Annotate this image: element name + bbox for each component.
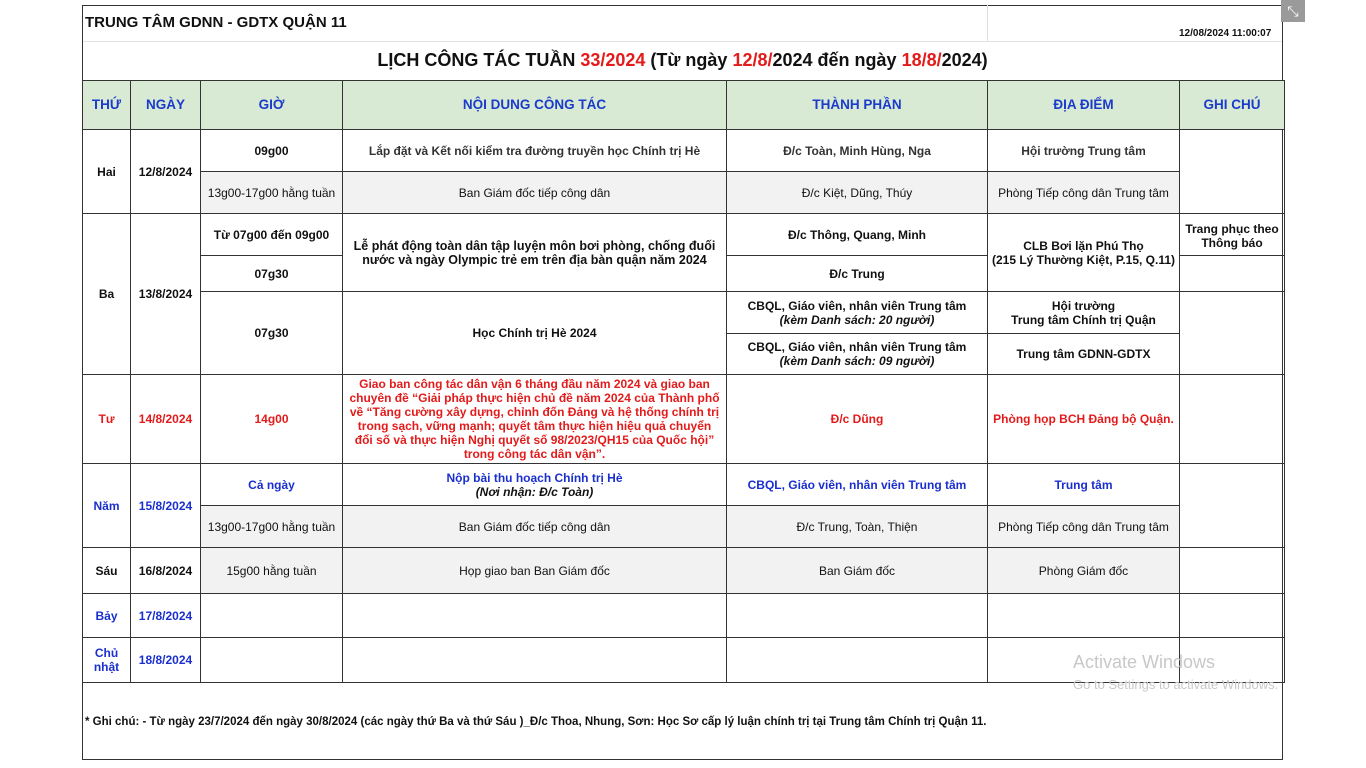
table-row	[83, 172, 1285, 214]
note-cell: Trang phục theo Thông báo	[1180, 214, 1285, 256]
footnote: * Ghi chú: - Từ ngày 23/7/2024 đến ngày 30/8/2024 (các ngày thứ Ba và thứ Sáu )_Đ/c Thoa, Nhung, Sơn: Học Sơ cấp lý luận chính trị tại Trung tâm Chính trị Quận 11.	[85, 716, 987, 728]
table-row	[83, 594, 1285, 638]
page-title	[82, 50, 1283, 71]
members-cell: Đ/c Trung, Toàn, Thiện	[727, 506, 988, 548]
content-line: Nộp bài thu hoạch Chính trị Hè	[446, 470, 623, 485]
place-cell	[988, 214, 1180, 292]
date-cell: 18/8/2024	[131, 638, 201, 683]
members-cell: Đ/c Thông, Quang, Minh	[727, 214, 988, 256]
table-row	[83, 506, 1285, 548]
schedule-table	[82, 80, 1285, 683]
day-cell: Chủ nhật	[83, 638, 131, 683]
members-cell: Ban Giám đốc	[727, 548, 988, 594]
date-cell: 15/8/2024	[131, 464, 201, 548]
place-cell	[988, 594, 1180, 638]
content-cell	[343, 638, 727, 683]
time-cell: 13g00-17g00 hằng tuần	[201, 172, 343, 214]
col-header-members: THÀNH PHẦN	[727, 81, 988, 130]
table-header-row	[83, 81, 1285, 130]
place-cell: Phòng Giám đốc	[988, 548, 1180, 594]
organization-name: TRUNG TÂM GDNN - GDTX QUẬN 11	[85, 14, 347, 31]
time-cell	[201, 594, 343, 638]
activation-watermark-title: Activate Windows	[1073, 652, 1216, 672]
time-cell: 07g30	[201, 292, 343, 375]
members-cell: Đ/c Dũng	[727, 375, 988, 464]
title-end-date: 18/8/	[901, 50, 942, 70]
members-cell: Đ/c Toàn, Minh Hùng, Nga	[727, 130, 988, 172]
content-cell: Lắp đặt và Kết nối kiểm tra đường truyền học Chính trị Hè	[343, 130, 727, 172]
content-cell: Ban Giám đốc tiếp công dân	[343, 506, 727, 548]
place-cell: Trung tâm	[988, 464, 1180, 506]
place-cell: Trung tâm GDNN-GDTX	[988, 334, 1180, 375]
title-mid1: (Từ ngày	[645, 50, 733, 70]
header-divider	[987, 5, 988, 41]
place-cell: Hội trường Trung tâm	[988, 130, 1180, 172]
time-cell: 09g00	[201, 130, 343, 172]
content-cell: Ban Giám đốc tiếp công dân	[343, 172, 727, 214]
table-row	[83, 548, 1285, 594]
col-header-place: ĐỊA ĐIỂM	[988, 81, 1180, 130]
content-cell: Học Chính trị Hè 2024	[343, 292, 727, 375]
col-header-date: NGÀY	[131, 81, 201, 130]
place-cell: Phòng họp BCH Đảng bộ Quận.	[988, 375, 1180, 464]
members-cell: CBQL, Giáo viên, nhân viên Trung tâm	[727, 464, 988, 506]
header-rule	[83, 41, 1282, 42]
content-cell: Giao ban công tác dân vận 6 tháng đầu năm 2024 và giao ban chuyên đề “Giải pháp thực hiện chủ đề năm 2024 của Thành phố về “Tăng cường xây dựng, chỉnh đốn Đảng và hệ thống chính trị trong sạch, vững mạnh; quyết tâm thực hiện hiệu quả chuyển đổi số và thực hiện Nghị quyết số 98/2023/QH15 của Quốc hội” trong công tác dân vận”.	[343, 375, 727, 464]
title-prefix: LỊCH CÔNG TÁC TUẦN	[377, 50, 581, 70]
time-cell: Cả ngày	[201, 464, 343, 506]
members-line: CBQL, Giáo viên, nhân viên Trung tâm	[747, 340, 967, 354]
time-cell: 07g30	[201, 256, 343, 292]
time-cell: 15g00 hằng tuần	[201, 548, 343, 594]
time-cell: 13g00-17g00 hằng tuần	[201, 506, 343, 548]
day-cell: Tư	[83, 375, 131, 464]
table-row	[83, 130, 1285, 172]
members-cell	[727, 594, 988, 638]
title-mid2: 2024 đến ngày	[772, 50, 902, 70]
activation-watermark-subtitle: Go to Settings to activate Windows.	[1073, 677, 1279, 692]
title-start-date: 12/8/	[732, 50, 773, 70]
note-cell	[1180, 375, 1285, 464]
time-cell	[201, 638, 343, 683]
day-cell: Ba	[83, 214, 131, 375]
timestamp: 12/08/2024 11:00:07	[1179, 28, 1272, 39]
title-week: 33/2024	[580, 50, 646, 70]
note-cell	[1180, 292, 1285, 375]
day-cell: Năm	[83, 464, 131, 548]
note-cell	[1180, 594, 1285, 638]
time-cell: Từ 07g00 đến 09g00	[201, 214, 343, 256]
place-line: Trung tâm Chính trị Quận	[1011, 312, 1156, 327]
place-line: (215 Lý Thường Kiệt, P.15, Q.11)	[991, 252, 1176, 267]
date-cell: 16/8/2024	[131, 548, 201, 594]
place-line: Hội trường	[1051, 298, 1116, 313]
day-cell: Bảy	[83, 594, 131, 638]
members-cell: Đ/c Kiệt, Dũng, Thúy	[727, 172, 988, 214]
table-row	[83, 464, 1285, 506]
note-cell	[1180, 548, 1285, 594]
note-cell	[1180, 464, 1285, 548]
place-line: CLB Bơi lặn Phú Thọ	[1023, 238, 1144, 253]
table-row	[83, 214, 1285, 256]
col-header-content: NỘI DUNG CÔNG TÁC	[343, 81, 727, 130]
day-cell: Sáu	[83, 548, 131, 594]
members-cell	[727, 638, 988, 683]
content-line: (Nơi nhận: Đ/c Toàn)	[475, 484, 594, 499]
place-cell: Phòng Tiếp công dân Trung tâm	[988, 506, 1180, 548]
content-cell: Họp giao ban Ban Giám đốc	[343, 548, 727, 594]
col-header-day: THỨ	[83, 81, 131, 130]
place-cell	[988, 292, 1180, 334]
members-cell: Đ/c Trung	[727, 256, 988, 292]
note-cell	[1180, 256, 1285, 292]
table-row	[83, 292, 1285, 334]
members-line: (kèm Danh sách: 09 người)	[779, 354, 935, 368]
date-cell: 13/8/2024	[131, 214, 201, 375]
members-cell	[727, 334, 988, 375]
date-cell: 14/8/2024	[131, 375, 201, 464]
time-cell: 14g00	[201, 375, 343, 464]
collapse-icon[interactable]: ⤡	[1281, 0, 1305, 22]
table-row	[83, 375, 1285, 464]
members-cell	[727, 292, 988, 334]
content-cell	[343, 464, 727, 506]
title-suffix: 2024)	[941, 50, 988, 70]
members-line: CBQL, Giáo viên, nhân viên Trung tâm	[747, 298, 967, 313]
content-cell: Lễ phát động toàn dân tập luyện môn bơi phòng, chống đuối nước và ngày Olympic trẻ em trên địa bàn quận năm 2024	[343, 214, 727, 292]
note-cell	[1180, 130, 1285, 214]
col-header-note: GHI CHÚ	[1180, 81, 1285, 130]
place-cell: Phòng Tiếp công dân Trung tâm	[988, 172, 1180, 214]
members-line: (kèm Danh sách: 20 người)	[779, 312, 935, 327]
day-cell: Hai	[83, 130, 131, 214]
col-header-time: GIỜ	[201, 81, 343, 130]
content-cell	[343, 594, 727, 638]
date-cell: 12/8/2024	[131, 130, 201, 214]
date-cell: 17/8/2024	[131, 594, 201, 638]
